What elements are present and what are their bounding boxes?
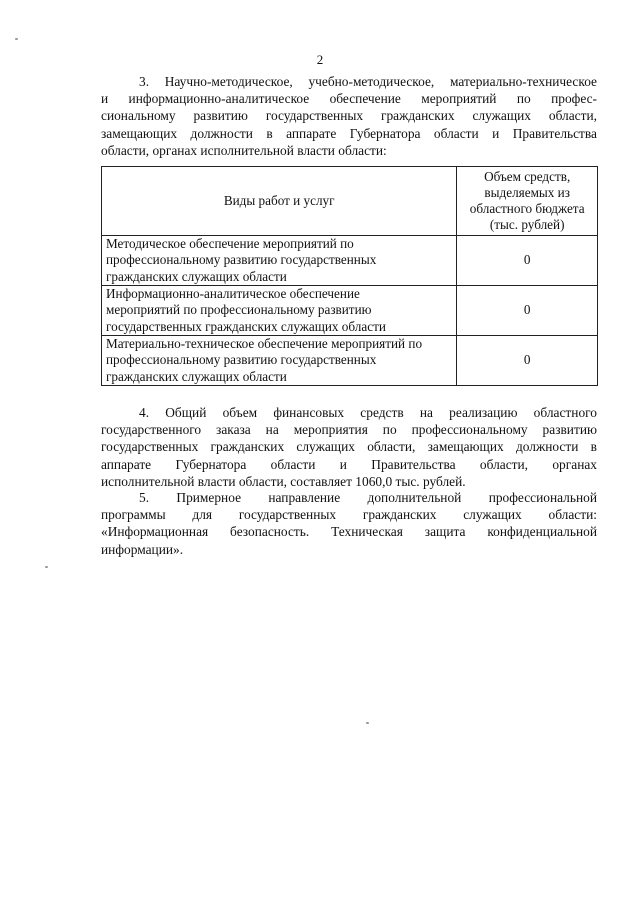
paragraph-4 (101, 404, 597, 490)
paragraph-line: аппарате Губернатора области и Правительства области, органах (101, 456, 597, 472)
header-amount-line: областного бюджета (469, 201, 585, 216)
paragraph-line: «Информационная безопасность. Техническая защита конфиденциальной (101, 524, 597, 540)
row-amount: 0 (457, 286, 598, 336)
paragraph-line: и информационно-аналитическое обеспечение мероприятий по профес- (101, 91, 597, 107)
paragraph-line: 5. Примерное направление дополнительной профессиональной (139, 490, 597, 505)
works-table (101, 166, 598, 386)
paragraph-line: исполнительной власти области, составляет 1060,0 тыс. рублей. (101, 473, 466, 489)
table-row (102, 336, 598, 386)
header-amount-line: выделяемых из (484, 184, 570, 200)
paragraph-3 (101, 73, 597, 159)
table-header-row (102, 167, 598, 236)
table-row (102, 236, 598, 286)
header-amount (457, 167, 598, 236)
page-number: 2 (316, 52, 324, 67)
row-type-line: гражданских служащих области (106, 368, 287, 384)
scan-speck (366, 722, 369, 724)
scan-speck (15, 38, 18, 40)
row-type (102, 286, 457, 336)
row-amount: 0 (457, 336, 598, 386)
paragraph-line: информации». (101, 541, 184, 557)
paragraph-5 (101, 489, 597, 558)
paragraph-line: сиональному развитию государственных гражданских служащих области, (101, 108, 597, 124)
row-type-line: гражданских служащих области (106, 268, 287, 284)
row-type-line: профессиональному развитию государственных (106, 252, 377, 268)
table-row (102, 286, 598, 336)
paragraph-line: 3. Научно-методическое, учебно-методическое, материально-техническое (139, 74, 597, 89)
row-type-line: мероприятий по профессиональному развитию (106, 302, 372, 318)
row-type-line: Информационно-аналитическое обеспечение (106, 286, 360, 302)
row-type-line: государственных гражданских служащих области (106, 318, 386, 334)
row-type-line: Методическое обеспечение мероприятий по (106, 236, 354, 252)
paragraph-line: замещающих должности в аппарате Губернатора области и Правительства (101, 125, 597, 141)
header-type: Виды работ и услуг (102, 167, 457, 236)
scan-speck (45, 566, 48, 568)
row-type-line: профессиональному развитию государственных (106, 352, 377, 368)
row-type (102, 336, 457, 386)
row-type-line: Материально-техническое обеспечение мероприятий по (106, 336, 423, 352)
paragraph-line: государственного заказа на мероприятия по профессиональному развитию (101, 422, 597, 438)
row-amount: 0 (457, 236, 598, 286)
paragraph-line: области, органах исполнительной власти области: (101, 142, 387, 158)
paragraph-line: программы для государственных гражданских служащих области: (101, 507, 597, 523)
header-amount-line: (тыс. рублей) (489, 217, 565, 233)
paragraph-line: государственных гражданских служащих области, замещающих должности в (101, 439, 597, 455)
header-amount-line: Объем средств, (484, 168, 571, 184)
row-type (102, 236, 457, 286)
paragraph-line: 4. Общий объем финансовых средств на реализацию областного (139, 405, 597, 420)
